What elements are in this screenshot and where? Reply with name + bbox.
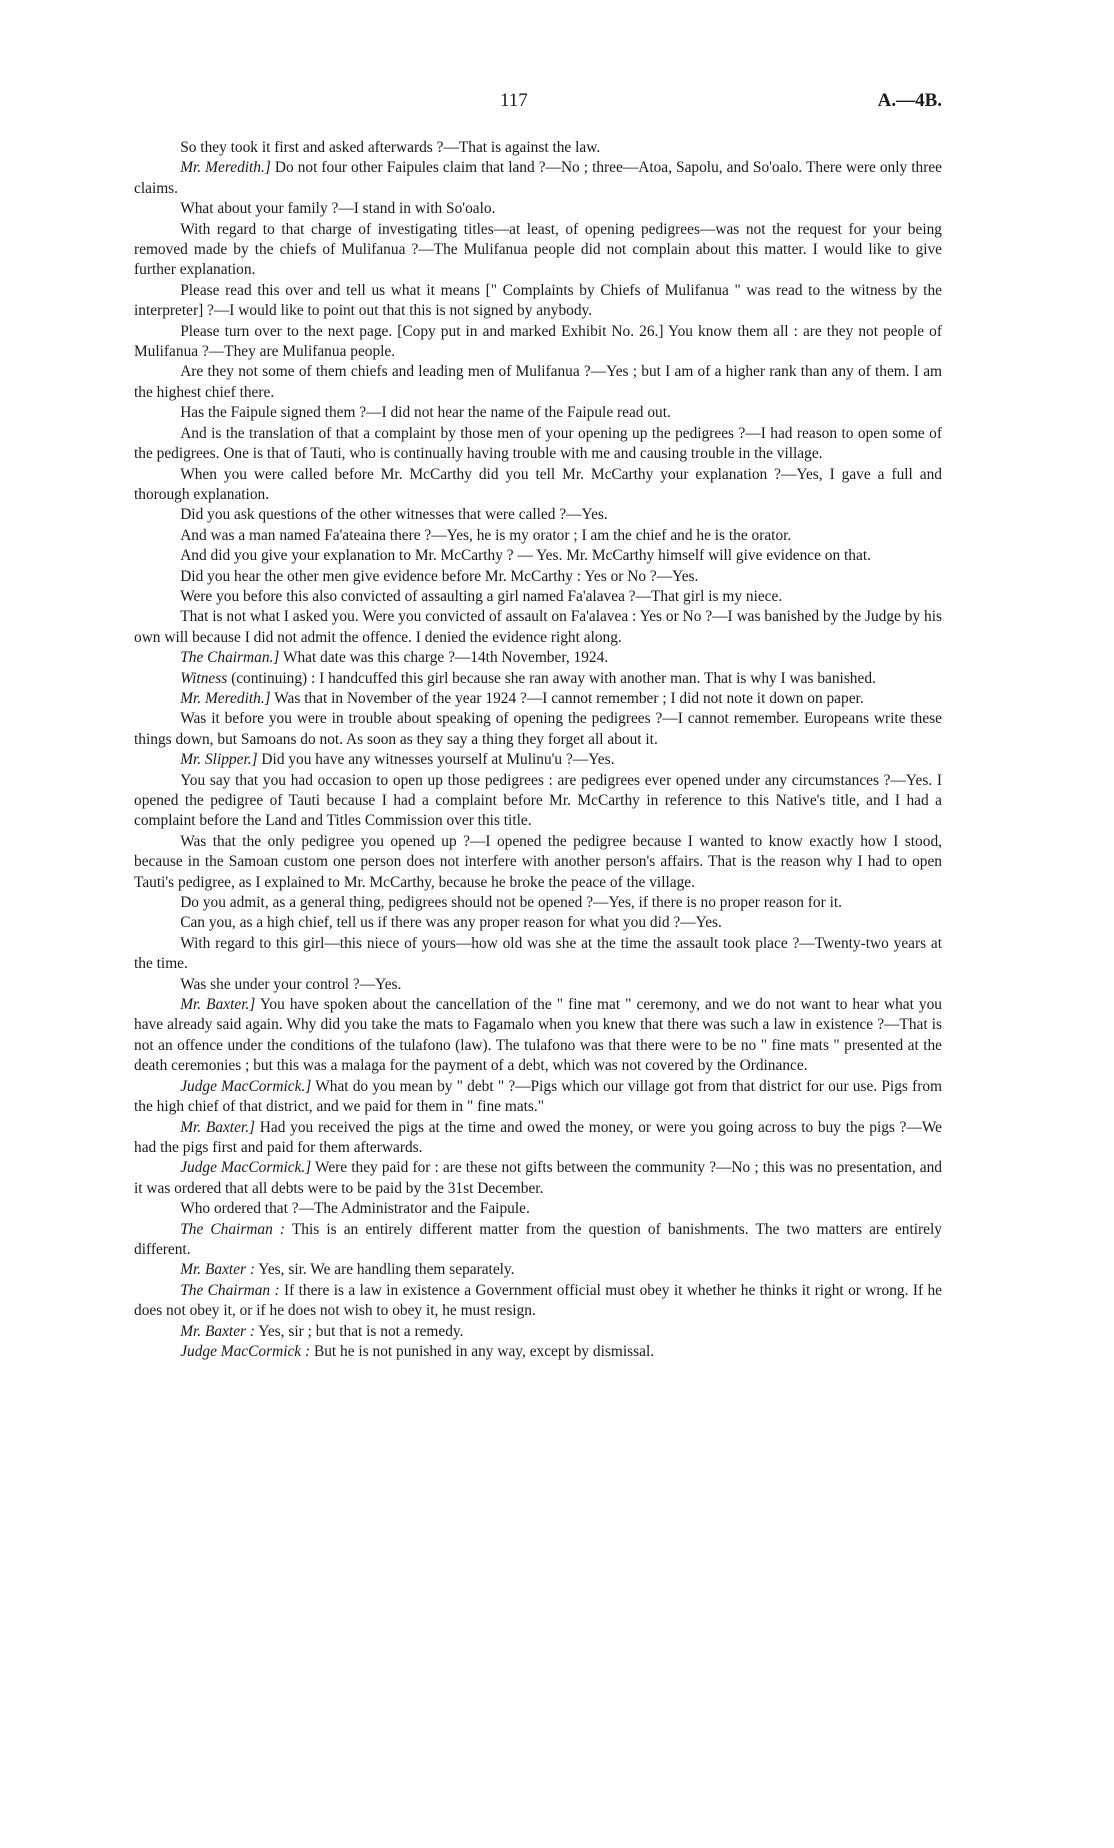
speaker-label: Mr. Baxter.] xyxy=(180,996,256,1014)
transcript-paragraph xyxy=(134,1118,942,1159)
paragraph-text: Who ordered that ?—The Administrator and the Faipule. xyxy=(180,1200,530,1218)
speaker-label: Judge MacCormick.] xyxy=(180,1159,312,1177)
paragraph-text: What do you mean by " debt " ?—Pigs which our village got from that district for our use. Pigs from the high chief of that district, and we paid for them in " fine mats." xyxy=(134,1077,942,1116)
paragraph-text: Please read this over and tell us what it means [" Complaints by Chiefs of Mulifanua " was read to the witness by the interpreter] ?—I would like to point out that this is not signed by anybody. xyxy=(134,281,942,320)
transcript-paragraph xyxy=(134,934,942,975)
transcript-paragraph xyxy=(134,607,942,648)
paragraph-text: You have spoken about the cancellation of the " fine mat " ceremony, and we do not want to hear what you have already said again. Why did you take the mats to Fagamalo when you knew that there was such a law in existence ?—That is not an offence under the conditions of the tulafono (law). The tulafono was that there were to be no " fine mats " presented at the death ceremonies ; but this was a malaga for the payment of a debt, which was not covered by the Ordinance. xyxy=(134,996,943,1075)
paragraph-text: Do not four other Faipules claim that land ?—No ; three—Atoa, Sapolu, and So'oalo. There were only three claims. xyxy=(134,159,942,197)
transcript-paragraph xyxy=(134,648,942,668)
transcript-paragraph xyxy=(134,750,942,770)
transcript-paragraph xyxy=(134,832,942,893)
transcript-paragraph xyxy=(134,587,942,607)
paragraph-text: Please turn over to the next page. [Copy put in and marked Exhibit No. 26.] You know them all : are they not people of Mulifanua ?—They are Mulifanua people. xyxy=(134,322,942,361)
speaker-label: The Chairman : xyxy=(180,1220,286,1238)
transcript-paragraph xyxy=(134,913,942,933)
transcript-paragraph xyxy=(134,158,942,199)
transcript-paragraph xyxy=(134,220,942,281)
transcript-paragraph xyxy=(134,689,942,709)
transcript-paragraph xyxy=(134,1199,942,1219)
transcript-paragraph xyxy=(134,995,942,1077)
transcript-paragraph xyxy=(134,1322,942,1342)
paragraph-text: Was that in November of the year 1924 ?—I cannot remember ; I did not note it down on paper. xyxy=(270,689,864,707)
transcript-paragraph xyxy=(134,546,942,566)
paragraph-text: And was a man named Fa'ateaina there ?—Yes, he is my orator ; I am the chief and he is the orator. xyxy=(180,526,792,544)
paragraph-text: Were you before this also convicted of assaulting a girl named Fa'alavea ?—That girl is my niece. xyxy=(180,587,783,605)
speaker-label: Witness xyxy=(180,669,228,687)
testimony-transcript xyxy=(134,138,942,1362)
transcript-paragraph xyxy=(134,465,942,506)
transcript-paragraph xyxy=(134,138,942,158)
paragraph-text: And did you give your explanation to Mr. McCarthy ? — Yes. Mr. McCarthy himself will give evidence on that. xyxy=(180,547,871,565)
transcript-paragraph xyxy=(134,362,942,403)
paragraph-text: This is an entirely different matter from the question of banishments. The two matters are entirely different. xyxy=(134,1220,942,1258)
transcript-paragraph xyxy=(134,403,942,423)
speaker-label: Mr. Baxter : xyxy=(180,1322,255,1340)
speaker-label: Judge MacCormick : xyxy=(180,1342,311,1360)
speaker-label: Mr. Baxter.] xyxy=(180,1118,256,1136)
transcript-paragraph xyxy=(134,1158,942,1199)
speaker-label: Mr. Meredith.] xyxy=(180,689,271,707)
transcript-paragraph xyxy=(134,893,942,913)
transcript-paragraph xyxy=(134,1077,942,1118)
transcript-paragraph xyxy=(134,199,942,219)
paragraph-text: With regard to that charge of investigating titles—at least, of opening pedigrees—was not the request for your being removed made by the chiefs of Mulifanua ?—The Mulifanua people did not complain about this matter. I would like to give further explanation. xyxy=(134,220,942,279)
paragraph-text: Was that the only pedigree you opened up ?—I opened the pedigree because I wanted to know exactly how I stood, because in the Samoan custom one person does not interfere with another person's affairs. That is the reason why I had to open Tauti's pedigree, as I explained to Mr. McCarthy, because he broke the peace of the village. xyxy=(134,832,942,891)
paragraph-text: Has the Faipule signed them ?—I did not hear the name of the Faipule read out. xyxy=(180,404,671,422)
paragraph-text: Yes, sir. We are handling them separately. xyxy=(254,1261,515,1279)
paragraph-text: What date was this charge ?—14th November, 1924. xyxy=(279,649,609,667)
paragraph-text: Was she under your control ?—Yes. xyxy=(180,975,402,993)
speaker-label: The Chairman.] xyxy=(180,649,280,667)
transcript-paragraph xyxy=(134,709,942,750)
transcript-paragraph xyxy=(134,505,942,525)
paragraph-text: If there is a law in existence a Government official must obey it whether he thinks it right or wrong. If he does not obey it, or if he does not wish to obey it, he must resign. xyxy=(134,1281,942,1320)
paragraph-text: Did you ask questions of the other witnesses that were called ?—Yes. xyxy=(180,506,608,524)
transcript-paragraph xyxy=(134,281,942,322)
transcript-paragraph xyxy=(134,1220,942,1261)
paragraph-text: Can you, as a high chief, tell us if there was any proper reason for what you did ?—Yes. xyxy=(180,914,722,932)
transcript-paragraph xyxy=(134,322,942,363)
paragraph-text: What about your family ?—I stand in with So'oalo. xyxy=(180,200,496,218)
paragraph-text: (continuing) : I handcuffed this girl because she ran away with another man. That is why I was banished. xyxy=(227,669,876,687)
speaker-label: Mr. Slipper.] xyxy=(180,751,258,769)
speaker-label: Judge MacCormick.] xyxy=(180,1077,312,1095)
paragraph-text: Were they paid for : are these not gifts between the community ?—No ; this was no presentation, and it was ordered that all debts were to be paid by the 31st December. xyxy=(134,1159,942,1197)
transcript-paragraph xyxy=(134,1342,942,1362)
speaker-label: Mr. Baxter : xyxy=(180,1261,255,1279)
paragraph-text: So they took it first and asked afterwards ?—That is against the law. xyxy=(180,139,601,156)
paragraph-text: Are they not some of them chiefs and leading men of Mulifanua ?—Yes ; but I am of a higher rank than any of them. I am the highest chief there. xyxy=(134,363,942,401)
transcript-paragraph xyxy=(134,975,942,995)
transcript-paragraph xyxy=(134,424,942,465)
transcript-paragraph xyxy=(134,526,942,546)
paragraph-text: That is not what I asked you. Were you convicted of assault on Fa'alavea : Yes or No ?—I was banished by the Judge by his own will because I did not admit the offence. I denied the evidence right along. xyxy=(134,608,942,646)
transcript-paragraph xyxy=(134,567,942,587)
speaker-label: The Chairman : xyxy=(180,1281,280,1299)
page-number: 117 xyxy=(500,90,528,111)
paragraph-text: With regard to this girl—this niece of yours—how old was she at the time the assault took place ?—Twenty-two years at the time. xyxy=(134,934,942,973)
paragraph-text: When you were called before Mr. McCarthy did you tell Mr. McCarthy your explanation ?—Yes, I gave a full and thorough explanation. xyxy=(134,465,942,503)
page-header xyxy=(0,90,1114,120)
paragraph-text: Do you admit, as a general thing, pedigrees should not be opened ?—Yes, if there is no proper reason for it. xyxy=(180,894,842,912)
paragraph-text: But he is not punished in any way, except by dismissal. xyxy=(310,1342,655,1360)
paragraph-text: Did you hear the other men give evidence before Mr. McCarthy : Yes or No ?—Yes. xyxy=(180,567,699,585)
paragraph-text: Did you have any witnesses yourself at Mulinu'u ?—Yes. xyxy=(257,751,615,769)
transcript-paragraph xyxy=(134,669,942,689)
speaker-label: Mr. Meredith.] xyxy=(180,159,271,177)
paragraph-text: You say that you had occasion to open up those pedigrees : are pedigrees ever opened under any circumstances ?—Yes. I opened the pedigree of Tauti because I had a complaint before Mr. McCarthy in reference to this Native's title, and I had a complaint before the Land and Titles Commission over this title. xyxy=(134,771,942,830)
document-reference: A.—4B. xyxy=(877,90,942,111)
transcript-paragraph xyxy=(134,1281,942,1322)
paragraph-text: Had you received the pigs at the time and owed the money, or were you going across to buy the pigs ?—We had the pigs first and paid for them afterwards. xyxy=(134,1118,943,1156)
paragraph-text: Was it before you were in trouble about speaking of opening the pedigrees ?—I cannot remember. Europeans write these things down, but Samoans do not. As soon as they say a thing they forget all about it. xyxy=(134,710,942,748)
transcript-paragraph xyxy=(134,1260,942,1280)
paragraph-text: Yes, sir ; but that is not a remedy. xyxy=(254,1322,464,1340)
transcript-paragraph xyxy=(134,771,942,832)
paragraph-text: And is the translation of that a complaint by those men of your opening up the pedigrees ?—I had reason to open some of the pedigrees. One is that of Tauti, who is continually having trouble with me and causing trouble in the village. xyxy=(134,424,942,463)
